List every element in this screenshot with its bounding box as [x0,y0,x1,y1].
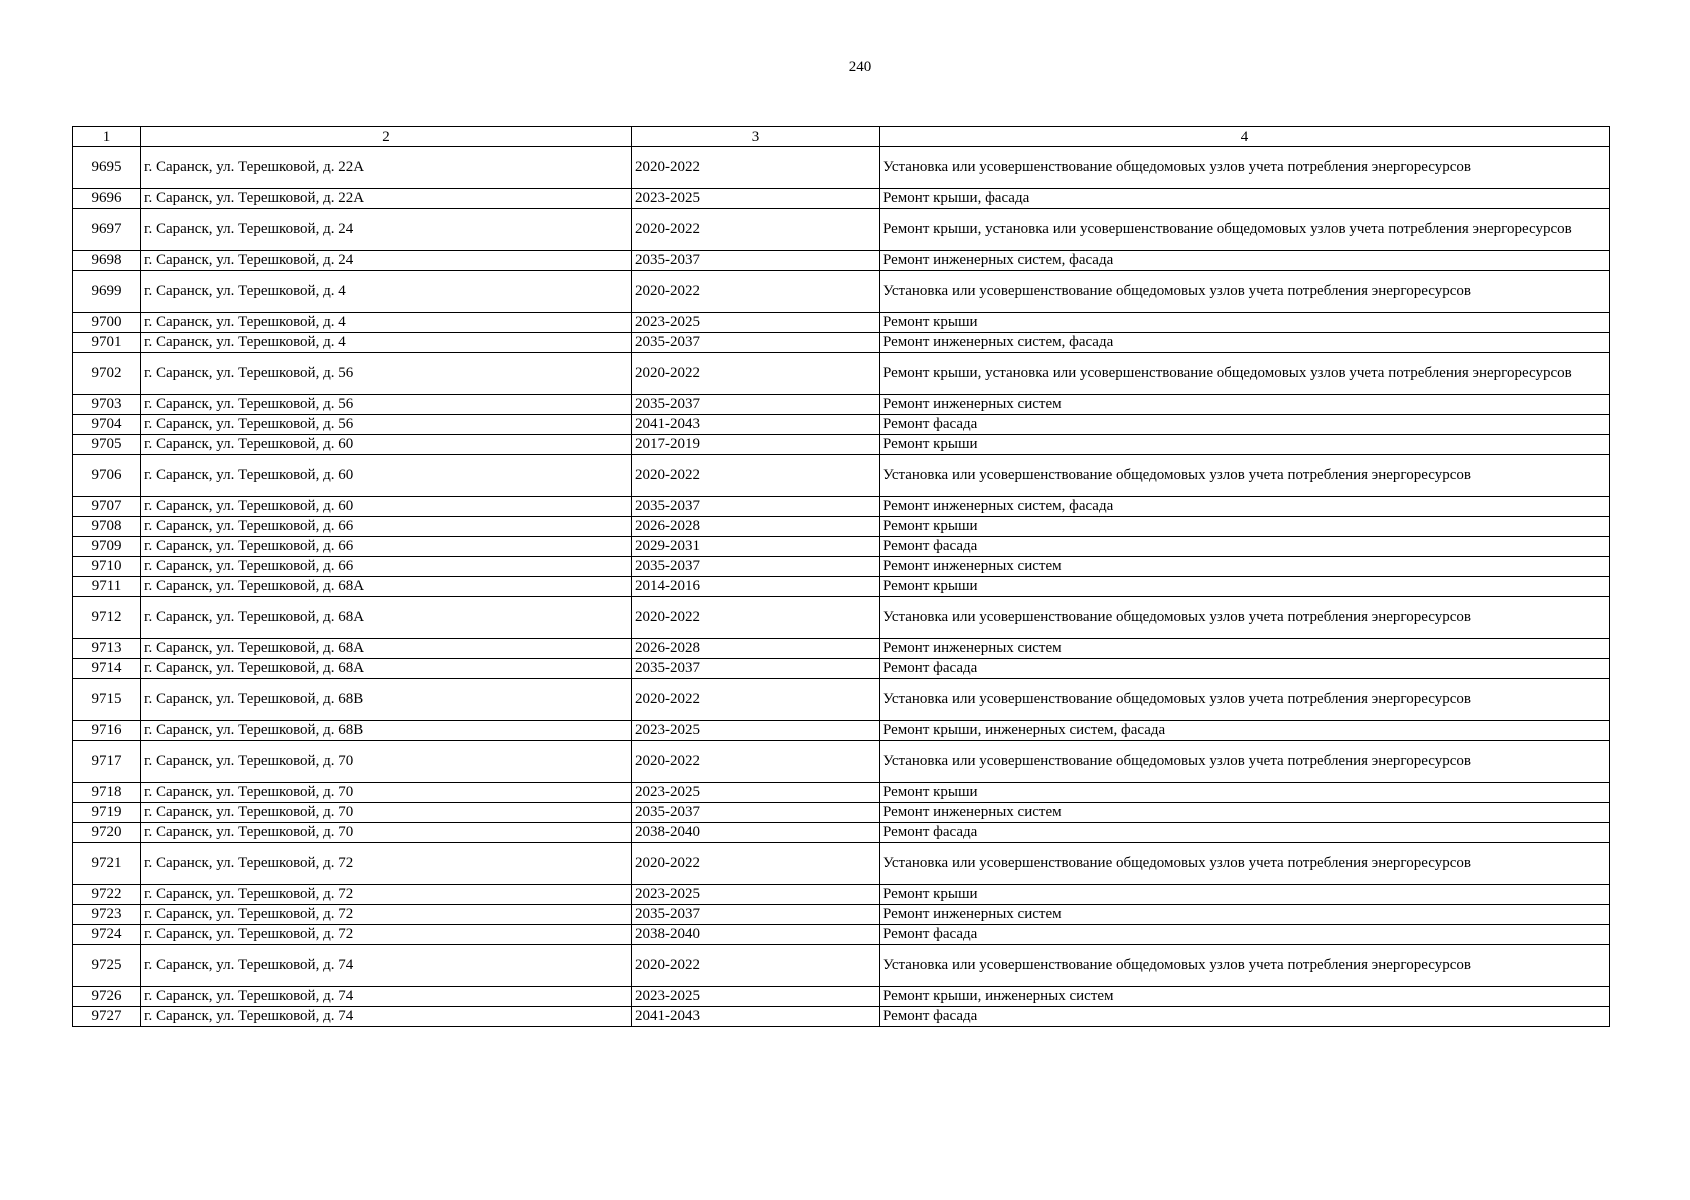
cell-period: 2035-2037 [632,395,880,415]
cell-work-type: Ремонт крыши [880,517,1610,537]
cell-address: г. Саранск, ул. Терешковой, д. 24 [141,209,632,251]
cell-address: г. Саранск, ул. Терешковой, д. 66 [141,517,632,537]
cell-work-type: Ремонт фасада [880,823,1610,843]
cell-period: 2020-2022 [632,597,880,639]
table-row [73,885,1610,905]
cell-work-type: Установка или усовершенствование общедомовых узлов учета потребления энергоресурсов [880,147,1610,189]
cell-number: 9720 [73,823,141,843]
cell-work-type: Ремонт инженерных систем [880,557,1610,577]
page-number: 240 [848,59,872,75]
table-row [73,333,1610,353]
cell-address: г. Саранск, ул. Терешковой, д. 22А [141,189,632,209]
cell-number: 9715 [73,679,141,721]
cell-period: 2023-2025 [632,987,880,1007]
cell-address: г. Саранск, ул. Терешковой, д. 60 [141,497,632,517]
cell-work-type: Установка или усовершенствование общедомовых узлов учета потребления энергоресурсов [880,455,1610,497]
cell-work-type: Ремонт фасада [880,415,1610,435]
cell-period: 2020-2022 [632,455,880,497]
cell-address: г. Саранск, ул. Терешковой, д. 56 [141,353,632,395]
cell-period: 2023-2025 [632,313,880,333]
cell-number: 9695 [73,147,141,189]
cell-period: 2020-2022 [632,679,880,721]
cell-work-type: Ремонт инженерных систем [880,905,1610,925]
cell-work-type: Ремонт фасада [880,925,1610,945]
cell-work-type: Ремонт инженерных систем [880,395,1610,415]
table-row [73,597,1610,639]
table-row [73,639,1610,659]
table-row [73,659,1610,679]
table-row [73,987,1610,1007]
cell-period: 2026-2028 [632,639,880,659]
cell-number: 9724 [73,925,141,945]
cell-address: г. Саранск, ул. Терешковой, д. 56 [141,415,632,435]
cell-work-type: Установка или усовершенствование общедомовых узлов учета потребления энергоресурсов [880,679,1610,721]
cell-work-type: Ремонт инженерных систем, фасада [880,251,1610,271]
cell-work-type: Установка или усовершенствование общедомовых узлов учета потребления энергоресурсов [880,843,1610,885]
table-body [73,147,1610,1027]
table-header [73,127,1610,147]
cell-work-type: Ремонт инженерных систем [880,803,1610,823]
cell-address: г. Саранск, ул. Терешковой, д. 70 [141,823,632,843]
cell-number: 9700 [73,313,141,333]
table-row [73,741,1610,783]
table-row [73,517,1610,537]
cell-work-type: Ремонт крыши [880,577,1610,597]
cell-address: г. Саранск, ул. Терешковой, д. 72 [141,885,632,905]
table-row [73,415,1610,435]
cell-number: 9722 [73,885,141,905]
cell-period: 2038-2040 [632,823,880,843]
cell-work-type: Установка или усовершенствование общедомовых узлов учета потребления энергоресурсов [880,741,1610,783]
cell-number: 9725 [73,945,141,987]
cell-number: 9696 [73,189,141,209]
table-row [73,537,1610,557]
cell-work-type: Ремонт фасада [880,659,1610,679]
cell-period: 2026-2028 [632,517,880,537]
cell-address: г. Саранск, ул. Терешковой, д. 68В [141,721,632,741]
cell-number: 9697 [73,209,141,251]
cell-period: 2035-2037 [632,497,880,517]
cell-number: 9699 [73,271,141,313]
cell-number: 9710 [73,557,141,577]
table-row [73,679,1610,721]
cell-period: 2020-2022 [632,209,880,251]
table-row [73,823,1610,843]
repair-schedule-table [72,126,1610,1027]
cell-address: г. Саранск, ул. Терешковой, д. 66 [141,537,632,557]
table-row [73,209,1610,251]
cell-number: 9698 [73,251,141,271]
cell-number: 9709 [73,537,141,557]
table-row [73,497,1610,517]
cell-work-type: Установка или усовершенствование общедомовых узлов учета потребления энергоресурсов [880,271,1610,313]
table-row [73,843,1610,885]
table-row [73,1007,1610,1027]
cell-address: г. Саранск, ул. Терешковой, д. 70 [141,803,632,823]
table-row [73,925,1610,945]
table-row [73,783,1610,803]
cell-address: г. Саранск, ул. Терешковой, д. 70 [141,741,632,783]
cell-work-type: Ремонт крыши [880,313,1610,333]
cell-address: г. Саранск, ул. Терешковой, д. 68В [141,679,632,721]
cell-period: 2035-2037 [632,659,880,679]
cell-period: 2029-2031 [632,537,880,557]
header-row [73,127,1610,147]
cell-address: г. Саранск, ул. Терешковой, д. 68А [141,577,632,597]
table-row [73,395,1610,415]
cell-period: 2020-2022 [632,271,880,313]
cell-address: г. Саранск, ул. Терешковой, д. 68А [141,659,632,679]
cell-period: 2023-2025 [632,885,880,905]
table-row [73,905,1610,925]
cell-work-type: Ремонт инженерных систем [880,639,1610,659]
cell-period: 2041-2043 [632,415,880,435]
cell-period: 2035-2037 [632,905,880,925]
cell-period: 2020-2022 [632,843,880,885]
cell-number: 9712 [73,597,141,639]
cell-address: г. Саранск, ул. Терешковой, д. 4 [141,333,632,353]
cell-address: г. Саранск, ул. Терешковой, д. 74 [141,1007,632,1027]
cell-period: 2017-2019 [632,435,880,455]
cell-period: 2038-2040 [632,925,880,945]
cell-period: 2020-2022 [632,741,880,783]
column-header-work: 4 [880,127,1610,147]
cell-number: 9726 [73,987,141,1007]
cell-work-type: Ремонт крыши [880,435,1610,455]
cell-period: 2014-2016 [632,577,880,597]
table-row [73,803,1610,823]
cell-period: 2023-2025 [632,189,880,209]
column-header-number: 1 [73,127,141,147]
cell-period: 2035-2037 [632,557,880,577]
cell-work-type: Ремонт крыши [880,783,1610,803]
cell-number: 9719 [73,803,141,823]
cell-address: г. Саранск, ул. Терешковой, д. 60 [141,455,632,497]
cell-period: 2023-2025 [632,783,880,803]
cell-period: 2020-2022 [632,945,880,987]
cell-number: 9708 [73,517,141,537]
table-row [73,251,1610,271]
cell-address: г. Саранск, ул. Терешковой, д. 60 [141,435,632,455]
cell-work-type: Ремонт фасада [880,537,1610,557]
cell-period: 2020-2022 [632,147,880,189]
cell-work-type: Ремонт крыши [880,885,1610,905]
table-row [73,557,1610,577]
cell-period: 2041-2043 [632,1007,880,1027]
cell-work-type: Установка или усовершенствование общедомовых узлов учета потребления энергоресурсов [880,597,1610,639]
cell-number: 9717 [73,741,141,783]
table-row [73,147,1610,189]
cell-address: г. Саранск, ул. Терешковой, д. 24 [141,251,632,271]
cell-number: 9703 [73,395,141,415]
cell-work-type: Ремонт инженерных систем, фасада [880,333,1610,353]
cell-address: г. Саранск, ул. Терешковой, д. 68А [141,639,632,659]
cell-address: г. Саранск, ул. Терешковой, д. 72 [141,843,632,885]
cell-period: 2035-2037 [632,251,880,271]
cell-work-type: Ремонт крыши, инженерных систем [880,987,1610,1007]
cell-period: 2020-2022 [632,353,880,395]
cell-work-type: Ремонт крыши, фасада [880,189,1610,209]
cell-number: 9705 [73,435,141,455]
table-row [73,189,1610,209]
cell-address: г. Саранск, ул. Терешковой, д. 56 [141,395,632,415]
cell-work-type: Ремонт крыши, установка или усовершенствование общедомовых узлов учета потребления энергоресурсов [880,209,1610,251]
cell-number: 9706 [73,455,141,497]
table-row [73,435,1610,455]
cell-number: 9714 [73,659,141,679]
table-row [73,353,1610,395]
cell-number: 9721 [73,843,141,885]
cell-number: 9702 [73,353,141,395]
cell-address: г. Саранск, ул. Терешковой, д. 68А [141,597,632,639]
cell-number: 9704 [73,415,141,435]
cell-work-type: Ремонт крыши, установка или усовершенствование общедомовых узлов учета потребления энергоресурсов [880,353,1610,395]
cell-period: 2023-2025 [632,721,880,741]
table-row [73,721,1610,741]
column-header-address: 2 [141,127,632,147]
table-row [73,455,1610,497]
cell-number: 9713 [73,639,141,659]
cell-address: г. Саранск, ул. Терешковой, д. 66 [141,557,632,577]
cell-number: 9716 [73,721,141,741]
cell-number: 9701 [73,333,141,353]
cell-work-type: Ремонт крыши, инженерных систем, фасада [880,721,1610,741]
cell-address: г. Саранск, ул. Терешковой, д. 72 [141,905,632,925]
cell-period: 2035-2037 [632,333,880,353]
column-header-period: 3 [632,127,880,147]
cell-number: 9723 [73,905,141,925]
table-row [73,313,1610,333]
cell-address: г. Саранск, ул. Терешковой, д. 4 [141,271,632,313]
cell-address: г. Саранск, ул. Терешковой, д. 72 [141,925,632,945]
cell-period: 2035-2037 [632,803,880,823]
table-row [73,945,1610,987]
cell-work-type: Ремонт фасада [880,1007,1610,1027]
cell-address: г. Саранск, ул. Терешковой, д. 4 [141,313,632,333]
cell-number: 9727 [73,1007,141,1027]
cell-number: 9718 [73,783,141,803]
cell-address: г. Саранск, ул. Терешковой, д. 70 [141,783,632,803]
cell-work-type: Установка или усовершенствование общедомовых узлов учета потребления энергоресурсов [880,945,1610,987]
cell-address: г. Саранск, ул. Терешковой, д. 74 [141,987,632,1007]
table-row [73,271,1610,313]
table-row [73,577,1610,597]
cell-address: г. Саранск, ул. Терешковой, д. 22А [141,147,632,189]
cell-work-type: Ремонт инженерных систем, фасада [880,497,1610,517]
cell-address: г. Саранск, ул. Терешковой, д. 74 [141,945,632,987]
cell-number: 9707 [73,497,141,517]
cell-number: 9711 [73,577,141,597]
